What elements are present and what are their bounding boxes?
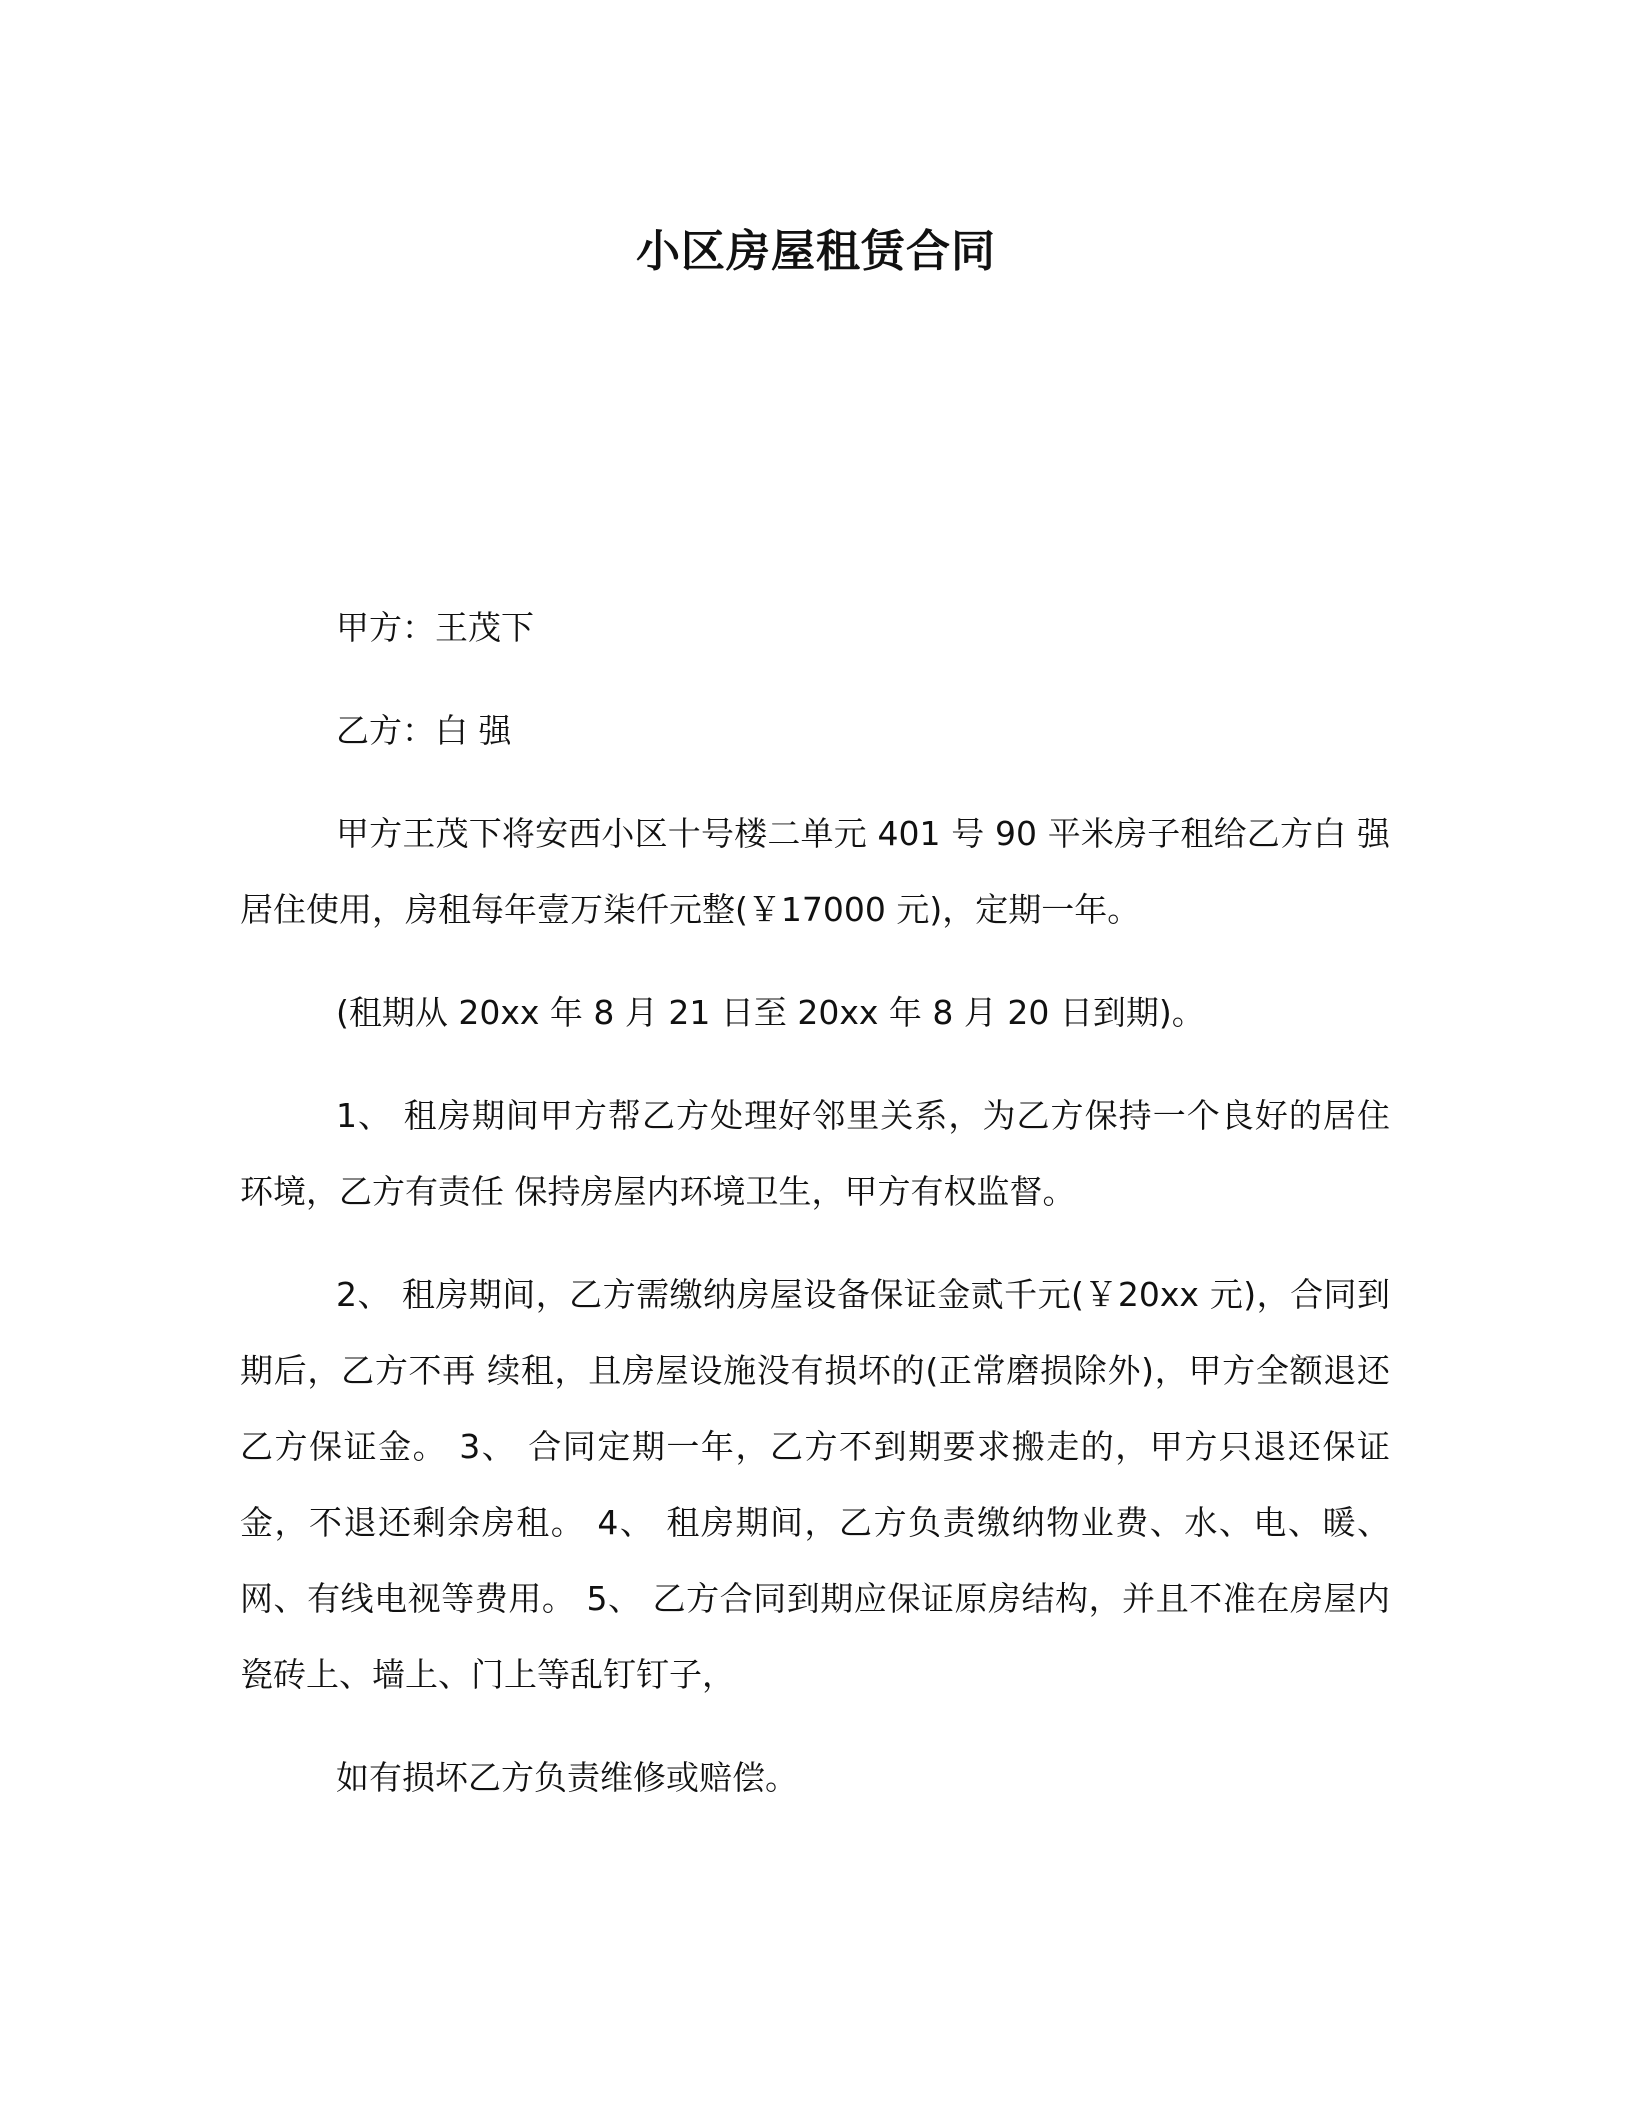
intro-paragraph: 甲方王茂下将安西小区十号楼二单元 401 号 90 平米房子租给乙方白 强居住使用，房租每年壹万柒仟元整(￥17000 元)，定期一年。 (240, 814, 1390, 929)
document-body (240, 590, 1390, 1843)
clause-2-5-paragraph: 2、 租房期间，乙方需缴纳房屋设备保证金贰千元(￥20xx 元)，合同到期后，乙方不再 续租，且房屋设施没有损坏的(正常磨损除外)，甲方全额退还乙方保证金。 3、 合同定期一年，乙方不到期要求搬走的，甲方只退还保证金，不退还剩余房租。 4、 租房期间，乙方负责缴纳物业费、水、电、暖、网、有线电视等费用。 5、 乙方合同到期应保证原房结构，并且不准在房屋内瓷砖上、墙上、门上等乱钉钉子， (240, 1275, 1390, 1694)
party-b-line: 乙方：白 强 (336, 711, 512, 750)
document-title: 小区房屋租赁合同 (636, 226, 996, 277)
clause-1-paragraph: 1、 租房期间甲方帮乙方处理好邻里关系，为乙方保持一个良好的居住环境，乙方有责任 保持房屋内环境卫生，甲方有权监督。 (240, 1096, 1390, 1211)
clause-5-continuation: 如有损坏乙方负责维修或赔偿。 (336, 1758, 798, 1797)
term-paragraph: (租期从 20xx 年 8 月 21 日至 20xx 年 8 月 20 日到期)。 (336, 993, 1205, 1032)
party-a-line: 甲方：王茂下 (336, 608, 534, 647)
